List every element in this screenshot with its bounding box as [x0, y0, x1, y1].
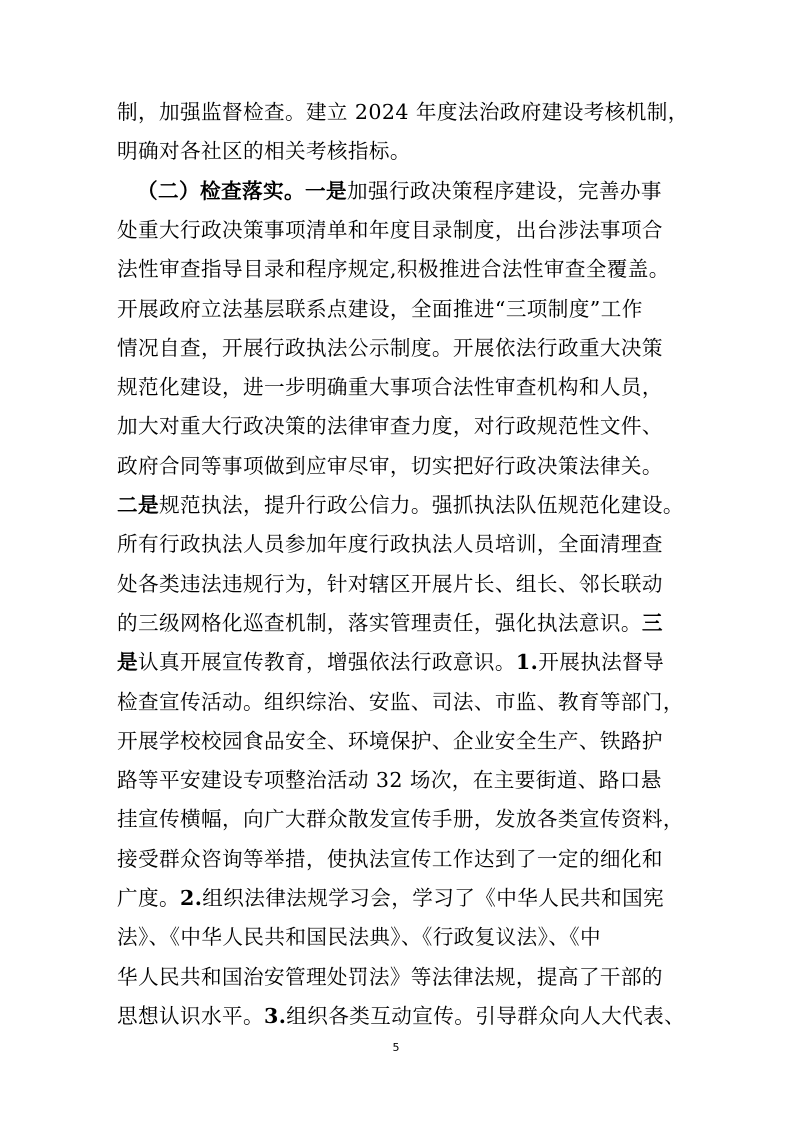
text-run: 明确对各社区的相关考核指标。 [117, 139, 411, 164]
text-run: 华人民共和国治安管理处罚法》等法律法规，提高了干部的 [117, 964, 663, 989]
text-line [117, 682, 684, 722]
text-run: 法性审查指导目录和程序规定,积极推进合法性审查全覆盖。 [117, 257, 670, 282]
bold-text-run: 一是 [304, 178, 347, 203]
text-line [117, 406, 677, 446]
text-line [117, 328, 677, 368]
bold-text-run: 2. [179, 886, 203, 910]
text-run: 接受群众咨询等举措，使执法宣传工作达到了一定的细化和 [117, 846, 663, 871]
text-line [117, 878, 677, 918]
text-run: 思想认识水平。 [117, 1003, 264, 1028]
text-run: 的三级网格化巡查机制，落实管理责任，强化执法意识。 [117, 610, 642, 635]
text-run: 认真开展宣传教育，增强依法行政意识。 [138, 650, 516, 675]
text-run: 检查宣传活动。组织综治、安监、司法、市监、教育等部门， [117, 689, 684, 714]
text-line [117, 839, 677, 879]
text-line [117, 603, 677, 643]
text-run: 加强行政决策程序建设，完善办事 [346, 178, 662, 203]
text-line [117, 799, 684, 839]
text-run: 规范执法，提升行政公信力。强抓执法队伍规范化建设。 [159, 493, 684, 517]
text-run: 开展执法督导 [538, 650, 665, 675]
text-line [117, 92, 689, 132]
text-line [117, 367, 677, 407]
text-run: 法》、《中华人民共和国民法典》、《行政复议法》、《中 [117, 925, 602, 950]
text-run: 政府合同等事项做到应审尽审，切实把好行政决策法律关。 [117, 453, 663, 478]
text-run: 组织各类互动宣传。引导群众向人大代表、 [286, 1003, 686, 1028]
text-run: 路等平安建设专项整治活动 32 场次，在主要街道、路口悬 [117, 768, 662, 793]
text-line [117, 524, 677, 564]
text-line [117, 642, 677, 682]
text-line [117, 760, 677, 800]
text-line [117, 210, 677, 250]
bold-text-run: 1. [515, 650, 539, 675]
bold-text-run: （二）检查落实。 [137, 178, 305, 203]
bold-text-run: 三 [641, 610, 663, 635]
page-number: 5 [392, 1041, 400, 1054]
bold-text-run: 3. [263, 1003, 287, 1028]
text-run: 情况自查，开展行政执法公示制度。开展依法行政重大决策 [117, 335, 663, 360]
bold-text-run: 二是 [117, 493, 159, 517]
text-run: 制，加强监督检查。建立 2024 年度法治政府建设考核机制， [117, 100, 689, 124]
text-line [117, 485, 684, 525]
text-run: 规范化建设，进一步明确重大事项合法性审查机构和人员， [117, 375, 663, 400]
text-line [117, 131, 677, 171]
text-run: 组织法律法规学习会，学习了《中华人民共和国宪 [202, 886, 665, 910]
text-line [117, 249, 677, 289]
text-line [137, 171, 697, 211]
text-run: 加大对重大行政决策的法律审查力度，对行政规范性文件、 [117, 414, 663, 439]
text-line [117, 996, 686, 1036]
text-run: 处重大行政决策事项清单和年度目录制度，出台涉法事项合 [117, 217, 663, 242]
text-line [117, 564, 677, 604]
text-run: 广度。 [117, 886, 180, 910]
text-line [117, 446, 677, 486]
text-run: 处各类违法违规行为，针对辖区开展片长、组长、邻长联动 [117, 571, 663, 596]
text-run: 开展政府立法基层联系点建设，全面推进“三项制度”工作 [117, 296, 643, 321]
text-line [117, 957, 677, 997]
text-run: 挂宣传横幅，向广大群众散发宣传手册，发放各类宣传资料， [117, 807, 684, 832]
text-line [117, 917, 677, 957]
text-line [117, 721, 677, 761]
text-line [117, 289, 677, 329]
text-run: 开展学校校园食品安全、环境保护、企业安全生产、铁路护 [117, 728, 663, 753]
text-run: 所有行政执法人员参加年度行政执法人员培训，全面清理查 [117, 532, 663, 557]
bold-text-run: 是 [117, 650, 138, 675]
